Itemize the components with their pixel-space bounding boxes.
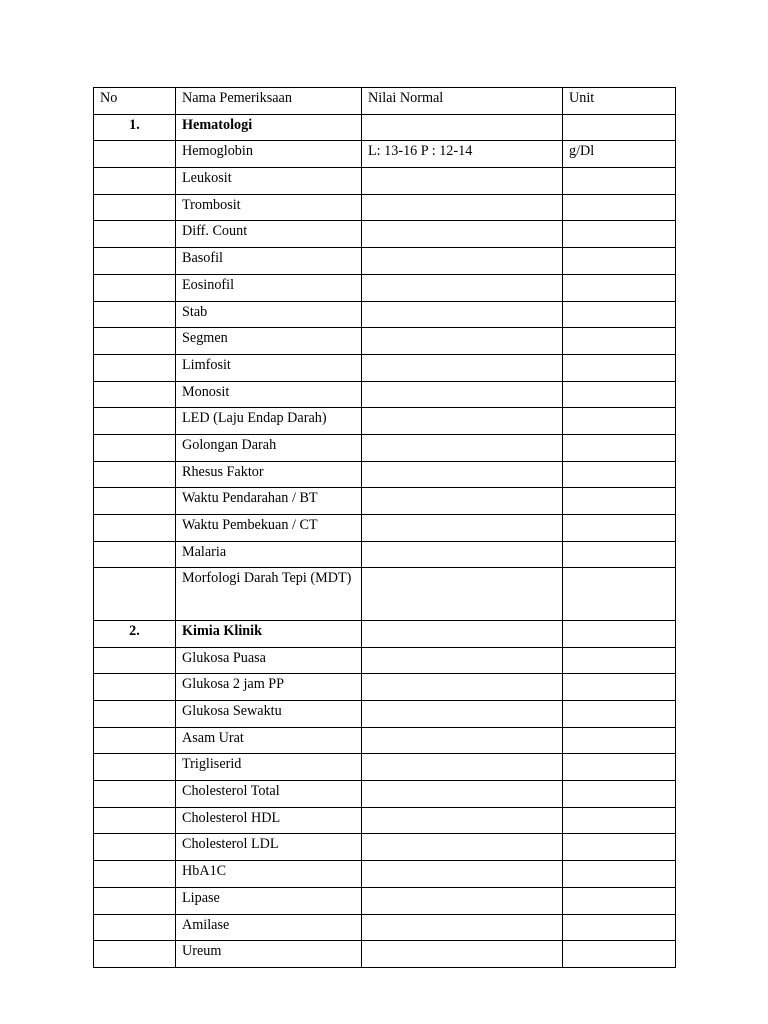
row-no [94, 834, 176, 861]
row-no [94, 141, 176, 168]
row-no [94, 861, 176, 888]
unit-value [563, 914, 676, 941]
row-no [94, 541, 176, 568]
table-row [94, 568, 676, 621]
table-row [94, 301, 676, 328]
unit-value [563, 461, 676, 488]
exam-name: Hemoglobin [176, 141, 362, 168]
table-row [94, 781, 676, 808]
unit-value [563, 381, 676, 408]
exam-name: Monosit [176, 381, 362, 408]
exam-name: Leukosit [176, 168, 362, 195]
row-no [94, 674, 176, 701]
normal-value [362, 515, 563, 542]
table-row [94, 248, 676, 275]
normal-value [362, 248, 563, 275]
normal-value [362, 408, 563, 435]
table-row [94, 434, 676, 461]
row-no [94, 727, 176, 754]
row-no [94, 408, 176, 435]
normal-value [362, 861, 563, 888]
unit-value [563, 248, 676, 275]
exam-name: Waktu Pembekuan / CT [176, 515, 362, 542]
table-row [94, 221, 676, 248]
unit-value [563, 701, 676, 728]
unit-value [563, 754, 676, 781]
exam-table [93, 87, 676, 968]
normal-value [362, 914, 563, 941]
normal-value [362, 781, 563, 808]
row-no [94, 914, 176, 941]
table-row [94, 887, 676, 914]
exam-name: Eosinofil [176, 274, 362, 301]
unit-value [563, 887, 676, 914]
exam-name: Cholesterol Total [176, 781, 362, 808]
table-row [94, 274, 676, 301]
unit-value [563, 434, 676, 461]
normal-value [362, 754, 563, 781]
row-no [94, 461, 176, 488]
unit-value [563, 834, 676, 861]
normal-value [362, 541, 563, 568]
table-row [94, 408, 676, 435]
unit-value [563, 647, 676, 674]
normal-value [362, 114, 563, 141]
row-no [94, 941, 176, 968]
row-no [94, 248, 176, 275]
row-no [94, 301, 176, 328]
exam-name: Ureum [176, 941, 362, 968]
header-normal: Nilai Normal [362, 88, 563, 115]
normal-value [362, 674, 563, 701]
row-no [94, 887, 176, 914]
unit-value [563, 488, 676, 515]
unit-value [563, 221, 676, 248]
row-no [94, 221, 176, 248]
exam-name: Stab [176, 301, 362, 328]
table-row [94, 354, 676, 381]
unit-value [563, 861, 676, 888]
unit-value [563, 328, 676, 355]
table-row [94, 381, 676, 408]
unit-value [563, 194, 676, 221]
table-row [94, 168, 676, 195]
table-row [94, 328, 676, 355]
exam-name: Lipase [176, 887, 362, 914]
normal-value [362, 221, 563, 248]
normal-value [362, 887, 563, 914]
exam-name: HbA1C [176, 861, 362, 888]
normal-value [362, 354, 563, 381]
header-unit: Unit [563, 88, 676, 115]
table-row [94, 861, 676, 888]
exam-name: Trombosit [176, 194, 362, 221]
normal-value [362, 301, 563, 328]
normal-value [362, 727, 563, 754]
unit-value [563, 674, 676, 701]
exam-name: Glukosa 2 jam PP [176, 674, 362, 701]
unit-value [563, 541, 676, 568]
row-no [94, 434, 176, 461]
normal-value [362, 461, 563, 488]
row-no [94, 381, 176, 408]
exam-name: LED (Laju Endap Darah) [176, 408, 362, 435]
table-row [94, 488, 676, 515]
normal-value [362, 328, 563, 355]
row-no [94, 754, 176, 781]
section-title: Hematologi [176, 114, 362, 141]
table-row [94, 807, 676, 834]
table-row [94, 141, 676, 168]
exam-name: Golongan Darah [176, 434, 362, 461]
header-no: No [94, 88, 176, 115]
exam-name: Diff. Count [176, 221, 362, 248]
normal-value [362, 834, 563, 861]
row-no [94, 194, 176, 221]
row-no [94, 781, 176, 808]
normal-value [362, 941, 563, 968]
exam-name: Waktu Pendarahan / BT [176, 488, 362, 515]
row-no [94, 354, 176, 381]
normal-value [362, 647, 563, 674]
row-no [94, 701, 176, 728]
table-row [94, 515, 676, 542]
exam-name: Glukosa Puasa [176, 647, 362, 674]
exam-name: Limfosit [176, 354, 362, 381]
normal-value [362, 381, 563, 408]
normal-value [362, 434, 563, 461]
normal-value: L: 13-16 P : 12-14 [362, 141, 563, 168]
table-header-row [94, 88, 676, 115]
unit-value [563, 568, 676, 621]
table-body [94, 88, 676, 968]
row-no [94, 274, 176, 301]
table-row [94, 674, 676, 701]
normal-value [362, 568, 563, 621]
exam-name: Segmen [176, 328, 362, 355]
exam-name: Amilase [176, 914, 362, 941]
header-name: Nama Pemeriksaan [176, 88, 362, 115]
row-no [94, 328, 176, 355]
normal-value [362, 274, 563, 301]
exam-name: Morfologi Darah Tepi (MDT) [176, 568, 362, 621]
table-row [94, 647, 676, 674]
table-row [94, 754, 676, 781]
table-row [94, 727, 676, 754]
row-no [94, 568, 176, 621]
table-row [94, 461, 676, 488]
normal-value [362, 807, 563, 834]
normal-value [362, 701, 563, 728]
row-no [94, 168, 176, 195]
row-no: 1. [94, 114, 176, 141]
unit-value: g/Dl [563, 141, 676, 168]
exam-name: Malaria [176, 541, 362, 568]
row-no [94, 807, 176, 834]
section-row [94, 114, 676, 141]
exam-name: Basofil [176, 248, 362, 275]
row-no: 2. [94, 620, 176, 647]
row-no [94, 647, 176, 674]
unit-value [563, 807, 676, 834]
exam-name: Asam Urat [176, 727, 362, 754]
table-row [94, 701, 676, 728]
table-row [94, 941, 676, 968]
normal-value [362, 168, 563, 195]
section-row [94, 620, 676, 647]
normal-value [362, 488, 563, 515]
normal-value [362, 620, 563, 647]
unit-value [563, 620, 676, 647]
unit-value [563, 114, 676, 141]
table-row [94, 834, 676, 861]
exam-name: Rhesus Faktor [176, 461, 362, 488]
unit-value [563, 274, 676, 301]
normal-value [362, 194, 563, 221]
unit-value [563, 727, 676, 754]
exam-name: Cholesterol LDL [176, 834, 362, 861]
exam-name: Glukosa Sewaktu [176, 701, 362, 728]
exam-name: Cholesterol HDL [176, 807, 362, 834]
table-row [94, 194, 676, 221]
row-no [94, 488, 176, 515]
table-row [94, 914, 676, 941]
unit-value [563, 941, 676, 968]
unit-value [563, 354, 676, 381]
unit-value [563, 408, 676, 435]
table-row [94, 541, 676, 568]
unit-value [563, 168, 676, 195]
exam-name: Trigliserid [176, 754, 362, 781]
unit-value [563, 781, 676, 808]
section-title: Kimia Klinik [176, 620, 362, 647]
unit-value [563, 301, 676, 328]
row-no [94, 515, 176, 542]
unit-value [563, 515, 676, 542]
